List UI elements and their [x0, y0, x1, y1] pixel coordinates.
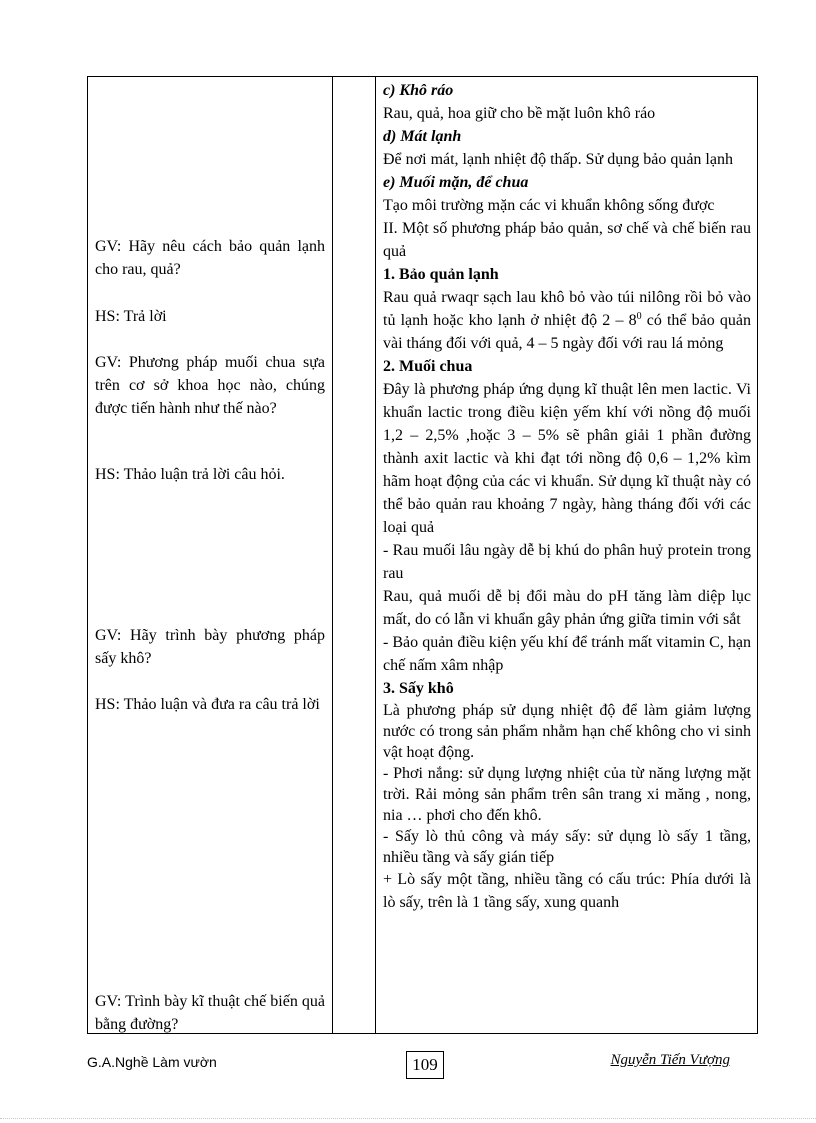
degree-superscript: 0 — [636, 311, 642, 322]
teacher-question-drying: GV: Hãy trình bày phương pháp sấy khô? — [95, 627, 325, 667]
student-answer-3: HS: Thảo luận và đưa ra câu trả lời — [95, 696, 320, 713]
text-3-bullet-3: + Lò sấy một tầng, nhiều tầng có cấu trúc: Phía dưới là lò sấy, trên là 1 tầng sấy, xung quanh — [383, 871, 751, 911]
middle-column — [333, 77, 376, 1034]
text-1-cold-storage: Rau quả rwaqr sạch lau khô bỏ vào túi nilông rồi bỏ vào tủ lạnh hoặc kho lạnh ở nhiệt độ $2 - 8^0$ có thể bảo quản vài tháng đối với quả, 4 – 5 ngày đối với rau lá mỏng — [383, 289, 751, 352]
text-d-cool: Để nơi mát, lạnh nhiệt độ thấp. Sử dụng bảo quản lạnh — [383, 151, 733, 168]
heading-e-salt-sour: e) Muối mặn, để chua — [383, 174, 529, 191]
footer-course-title: G.A.Nghề Làm vườn — [87, 1054, 217, 1070]
teacher-question-pickling: GV: Phương pháp muối chua sựa trên cơ sở khoa học nào, chúng được tiến hành như thế nào? — [95, 354, 325, 417]
text-2-bullet-1: - Rau muối lâu ngày dễ bị khú do phân huỷ protein trong rau — [383, 542, 751, 582]
teacher-activity-column — [88, 77, 333, 1034]
heading-c-dry: c) Khô ráo — [383, 82, 454, 99]
text-3-bullet-1: - Phơi nắng: sử dụng lượng nhiệt của từ năng lượng mặt trời. Rải mỏng sản phẩm trên sân trang xi măng , nong, nia … phơi cho đến khô. — [383, 765, 751, 824]
student-answer-2: HS: Thảo luận trả lời câu hỏi. — [95, 466, 285, 483]
text-c-dry: Rau, quả, hoa giữ cho bề mặt luôn khô ráo — [383, 105, 656, 122]
heading-1-cold-storage: 1. Bảo quản lạnh — [383, 266, 499, 283]
page-number: 109 — [406, 1051, 444, 1079]
lesson-table — [87, 76, 758, 1034]
heading-2-pickling: 2. Muối chua — [383, 358, 473, 375]
teacher-question-sugar-processing: GV: Trình bày kĩ thuật chế biến quả bằng đường? — [95, 993, 325, 1033]
text-e-salt-sour: Tạo môi trường mặn các vi khuẩn không sống được — [383, 197, 715, 214]
text-2-bullet-3: - Bảo quản điều kiện yếu khí để tránh mất vitamin C, hạn chế nấm xâm nhập — [383, 634, 751, 674]
page-bottom-edge — [0, 1118, 816, 1119]
text-3-drying: Là phương pháp sử dụng nhiệt độ để làm giảm lượng nước có trong sản phẩm nhằm hạn chế không cho vi sinh vật hoạt động. — [383, 702, 751, 761]
section-2-title: II. Một số phương pháp bảo quản, sơ chế và chế biến rau quả — [383, 220, 751, 260]
footer-author: Nguyễn Tiến Vượng — [610, 1052, 730, 1068]
content-column — [376, 77, 758, 1034]
text-2-pickling: Đây là phương pháp ứng dụng kĩ thuật lên men lactic. Vi khuẩn lactic trong điều kiện yếm khí với nồng độ muối 1,2 – 2,5% ,hoặc 3 – 5% sẽ phân giải 1 phần đường thành axit lactic và khi đạt tới nồng độ 0,6 – 1,2% kìm hãm hoạt động của các vi khuẩn. Sử dụng kĩ thuật này có thể bảo quản rau khoảng 7 ngày, hàng tháng đối với các loại quả — [383, 381, 751, 536]
heading-3-drying: 3. Sấy khô — [383, 680, 454, 697]
text-2-bullet-2: Rau, quả muối dễ bị đổi màu do pH tăng làm diệp lục mất, do có lẫn vi khuẩn gây phản ứng giữa timin với sắt — [383, 588, 751, 628]
heading-d-cool: d) Mát lạnh — [383, 128, 462, 145]
student-answer-1: HS: Trả lời — [95, 308, 167, 325]
text-3-bullet-2: - Sấy lò thủ công và máy sấy: sử dụng lò sấy 1 tầng, nhiều tầng và sấy gián tiếp — [383, 828, 751, 866]
teacher-question-cold-storage: GV: Hãy nêu cách bảo quản lạnh cho rau, quả? — [95, 238, 325, 278]
